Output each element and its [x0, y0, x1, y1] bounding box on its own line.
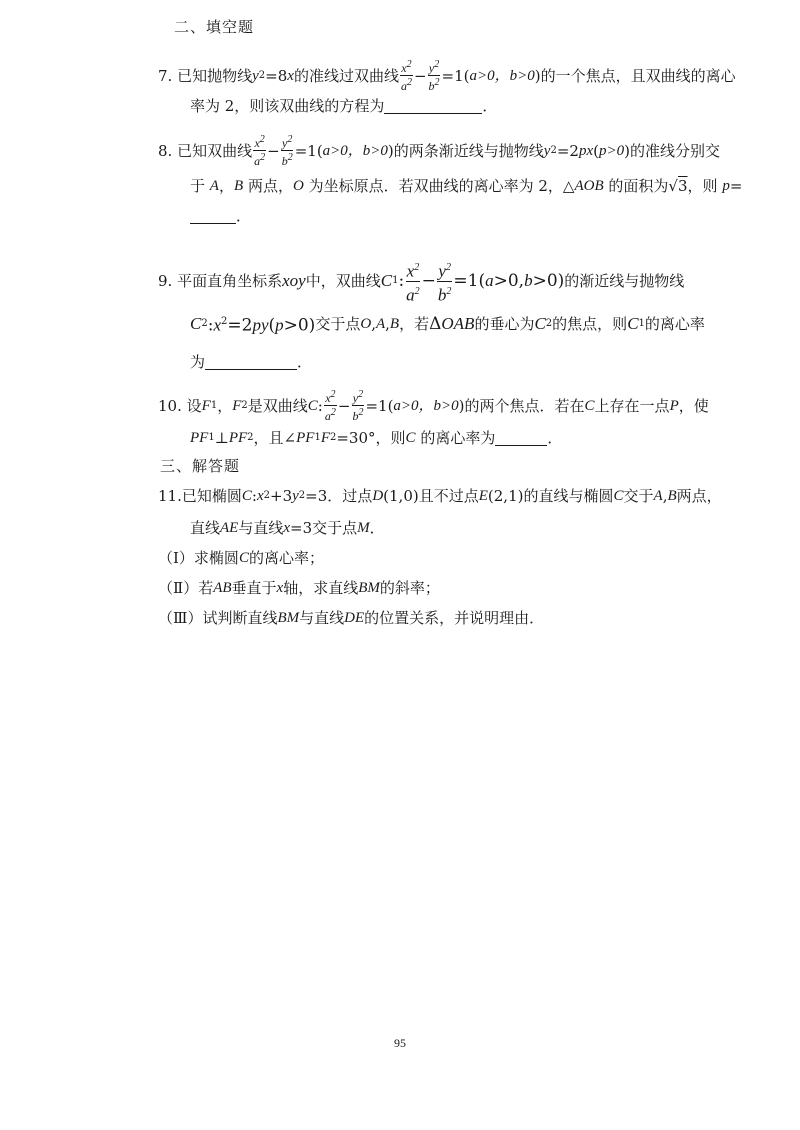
question-11: 11. 已知椭圆 C : x 2 +3 y 2 =3 ．过点 D (1,0) 且不过点 E (2,1) 的直线与椭圆 C 交于 A , B 两点， [158, 487, 722, 505]
question-11-part-3: （Ⅲ）试判断直线 BM 与直线 DE 的位置关系，并说明理由． [158, 609, 545, 627]
answer-blank[interactable] [495, 431, 547, 446]
question-11-part-2: （Ⅱ）若 AB 垂直于 x 轴，求直线 BM 的斜率； [158, 579, 440, 597]
answer-blank[interactable] [205, 355, 297, 370]
question-number: 11. [158, 487, 182, 505]
fraction: $\frac{y^2}{b^2}$ [352, 389, 364, 423]
question-10: 10. 设 F 1 ， F 2 是双曲线 C : $\frac{x^2}{a^2}$ − $\frac{y^2}{b^2}$ =1 ( a>0，b>0 )的两个焦点．若在 C 上存在一点 P ，使 [158, 389, 709, 423]
fraction: $\frac{y^2}{b^2}$ [281, 134, 293, 168]
fraction: $\frac{y^2}{b^2}$ [437, 258, 453, 304]
question-8: 8. 已知双曲线 $\frac{x^2}{a^2}$ − $\frac{y^2}{b^2}$ =1 ( a>0，b>0 )的两条渐近线与抛物线 y 2 =2 px ( p>0 )的准线分别交 [158, 134, 720, 168]
section-heading-answer: 三、解答题 [160, 457, 241, 475]
question-number: 8. [158, 141, 173, 160]
question-9: 9. 平面直角坐标系 xoy 中，双曲线 C 1 : $\frac{x^2}{a^2}$ − $\frac{y^2}{b^2}$ =1(a>0,b>0) 的渐近线与抛物线 [158, 258, 684, 304]
question-11-part-1: （Ⅰ）求椭圆 C 的离心率； [158, 549, 324, 567]
answer-blank[interactable] [384, 99, 482, 114]
question-7: 7. 已知抛物线 y 2 =8 x 的准线过双曲线 $\frac{x^2}{a^2}$ − $\frac{y^2}{b^2}$ =1 ( a>0，b>0 )的一个焦点，且双曲线的离心 [158, 59, 736, 93]
question-8-line-2: 于 A ， B 两点， O 为坐标原点．若双曲线的离心率为 2， △ AOB 的面积为 √ 3 ，则 p = [190, 177, 743, 195]
answer-blank[interactable] [190, 209, 236, 224]
fraction: $\frac{x^2}{a^2}$ [405, 258, 421, 304]
question-9-line-2: C 2 $:x^2=2py(p>0)$ 交于点 O , A , B ，若 ΔOAB 的垂心为 C 2 的焦点，则 C 1 的离心率 [190, 313, 705, 336]
question-11-line-2: 直线 AE 与直线 x =3 交于点 M ． [190, 519, 385, 537]
fraction: $\frac{x^2}{a^2}$ [400, 59, 412, 93]
question-7-line-2: 率为 2，则该双曲线的方程为 ． [190, 97, 498, 115]
question-number: 9. [158, 272, 173, 291]
question-8-line-3: ． [190, 206, 251, 226]
fraction: $\frac{y^2}{b^2}$ [428, 59, 440, 93]
page-number: 95 [394, 1036, 406, 1050]
fraction: $\frac{x^2}{a^2}$ [324, 389, 336, 423]
question-9-line-3: 为 ． [190, 353, 313, 371]
question-number: 7. [158, 66, 173, 85]
question-number: 10. [158, 396, 182, 415]
section-heading-fill-in: 二、填空题 [174, 18, 255, 36]
question-10-line-2: PF 1 ⊥ PF 2 ，且 ∠ PF 1 F 2 =30° ，则 C 的离心率为 ． [190, 429, 563, 447]
fraction: $\frac{x^2}{a^2}$ [254, 134, 266, 168]
